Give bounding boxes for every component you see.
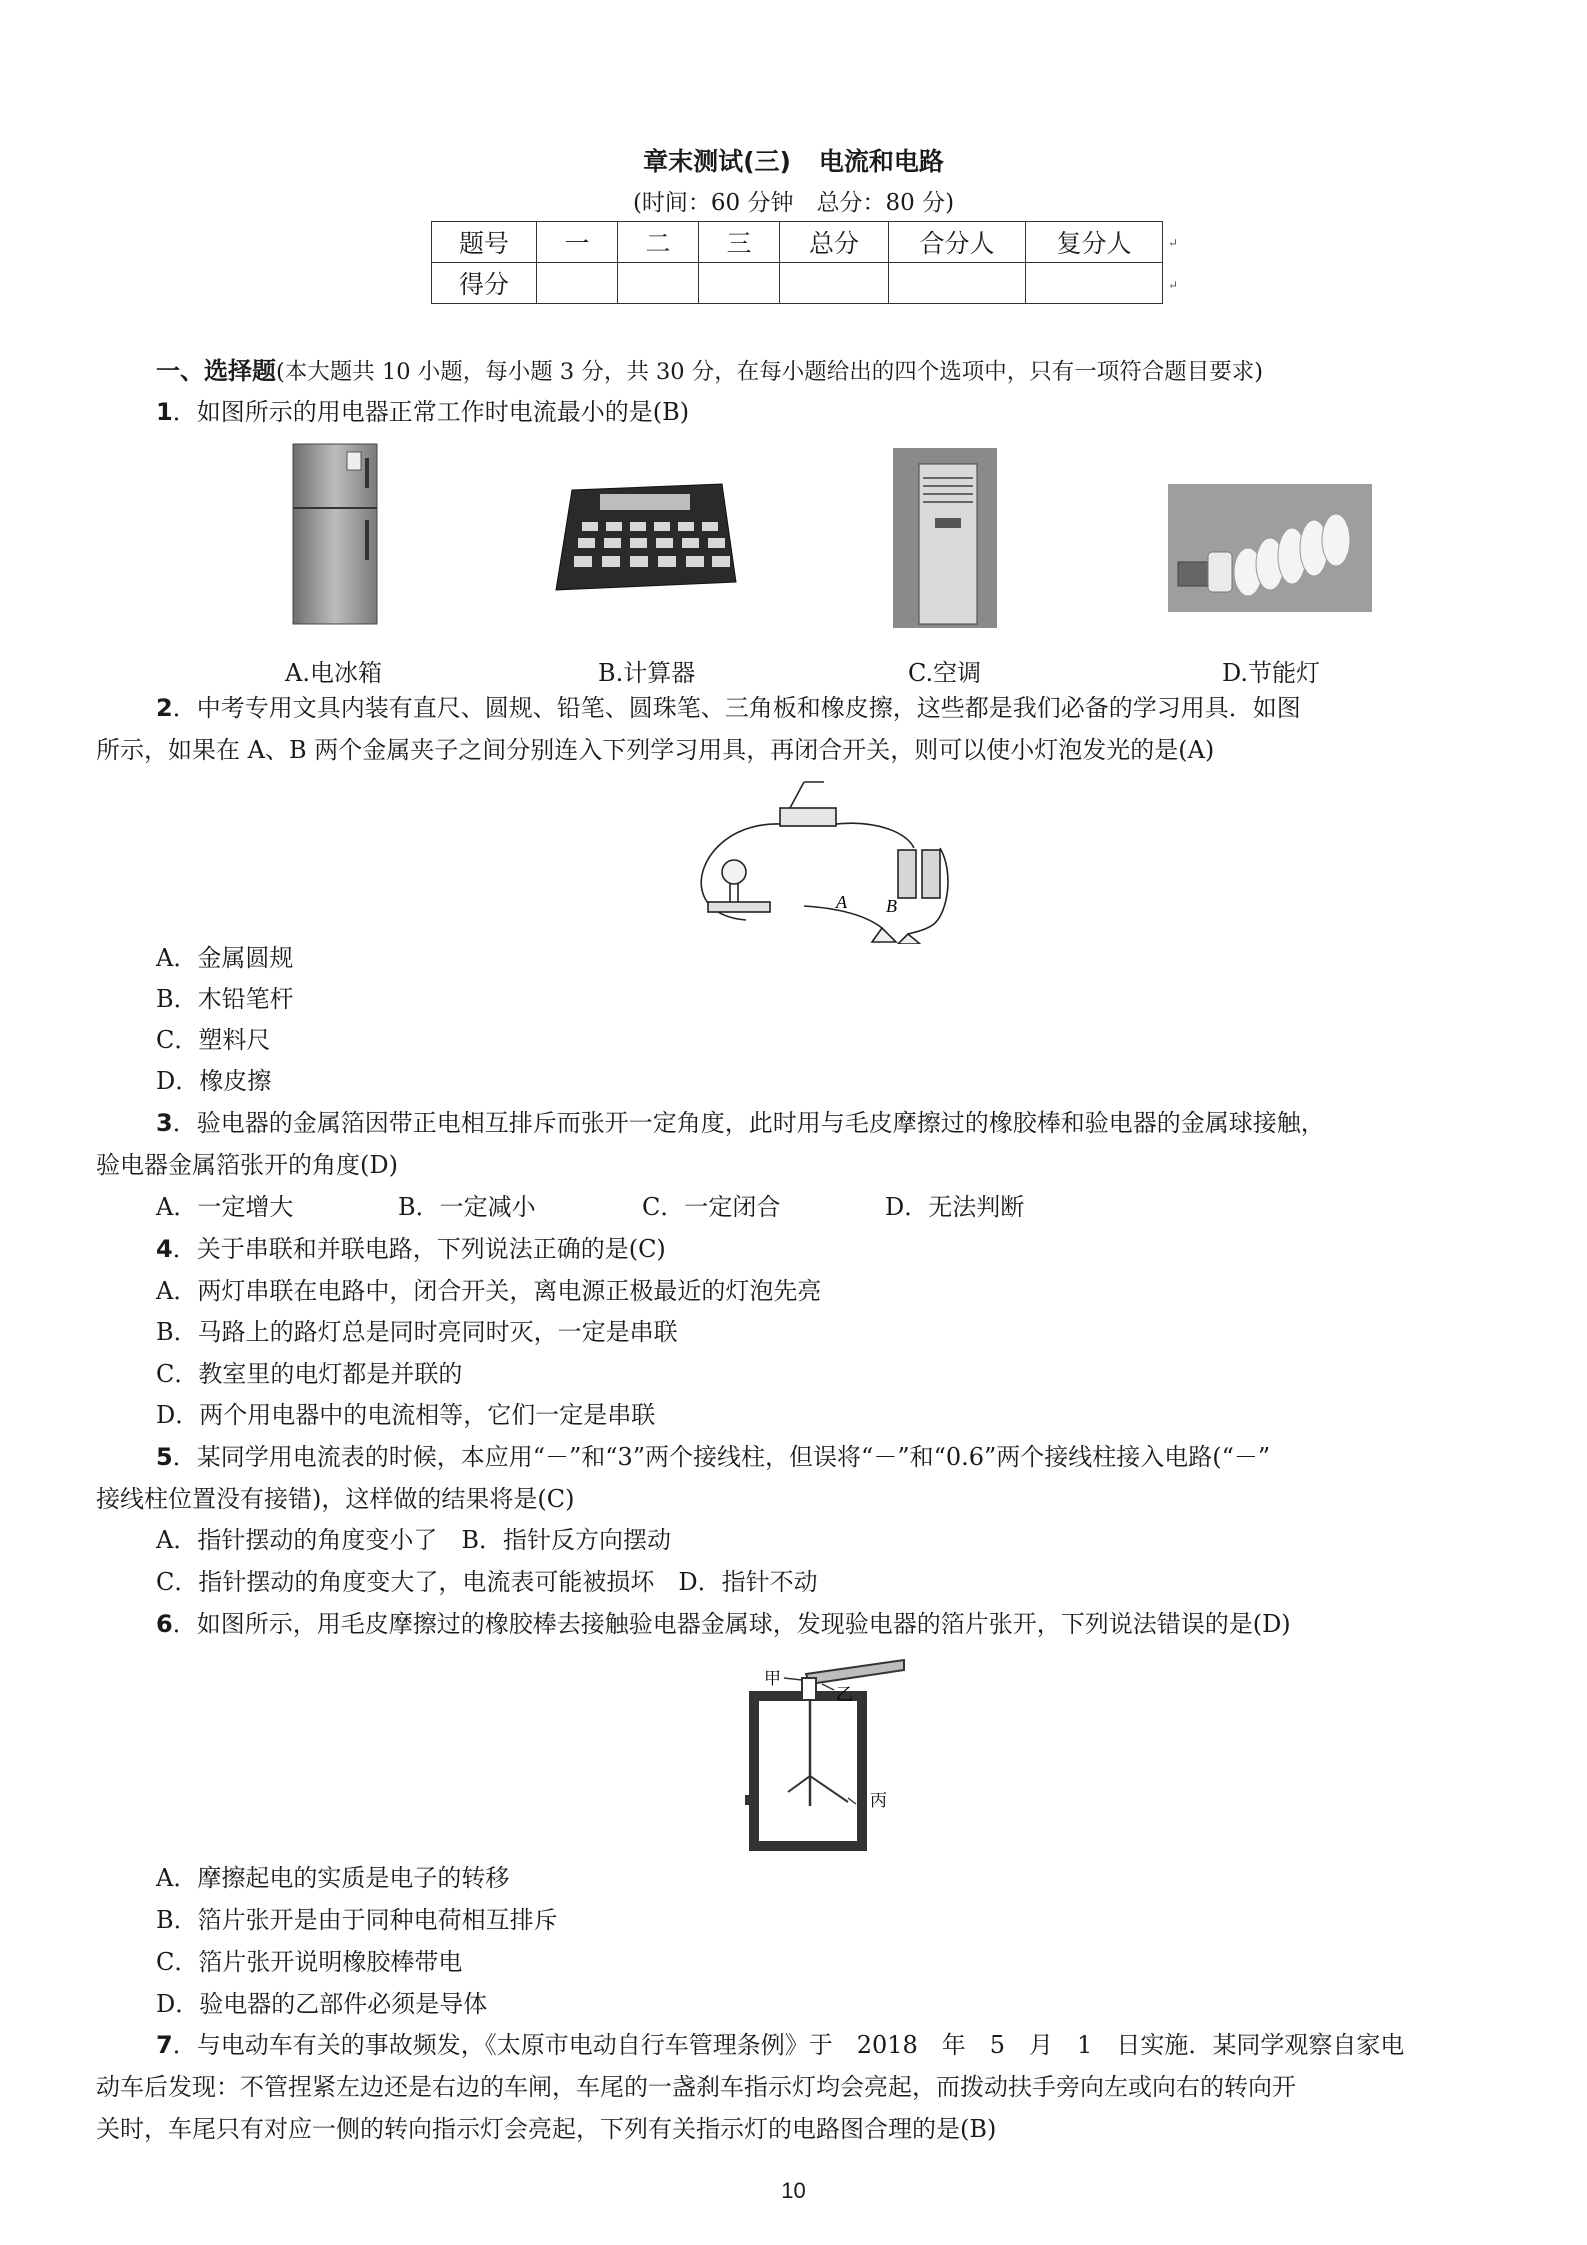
score-header-cell: 题号 [432, 222, 537, 263]
question-number: 1 [156, 398, 173, 426]
q4-option: D．两个用电器中的电流相等，它们一定是串联 [156, 1401, 656, 1429]
q3-option: B．一定减小 [398, 1193, 536, 1221]
q2-option: D．橡皮擦 [156, 1067, 272, 1095]
q2-option: B．木铅笔杆 [156, 985, 294, 1013]
title-text: 章末测试(三) [643, 147, 791, 176]
q5-options-row: A．指针摆动的角度变小了 B．指针反方向摆动 [156, 1526, 671, 1554]
question-text: ．如图所示，用毛皮摩擦过的橡胶棒去接触验电器金属球，发现验电器的箔片张开，下列说法错误的是(D) [172, 1610, 1291, 1638]
section1-instruction: (本大题共 10 小题，每小题 3 分，共 30 分，在每小题给出的四个选项中，只有一项符合题目要求) [276, 359, 1264, 385]
score-cell [537, 263, 618, 304]
clip-a-label: A [836, 892, 847, 912]
label-bing: 丙 [870, 1791, 887, 1811]
question-number: 6 [156, 1610, 173, 1638]
q7-stem-cont: 动车后发现：不管捏紧左边还是右边的车闸，车尾的一盏刹车指示灯均会亮起，而拨动扶手旁向左或向右的转向开 [96, 2073, 1296, 2101]
question-text: ．验电器的金属箔因带正电相互排斥而张开一定角度，此时用与毛皮摩擦过的橡胶棒和验电器的金属球接触， [172, 1109, 1325, 1137]
page-subtitle: (时间：60 分钟 总分：80 分) [632, 190, 955, 216]
question-number: 3 [156, 1109, 173, 1137]
score-header-cell: 三 [699, 222, 780, 263]
question-number: 4 [156, 1235, 173, 1263]
q2-option: A．金属圆规 [156, 944, 294, 972]
question-text: ．如图所示的用电器正常工作时电流最小的是(B) [172, 398, 690, 426]
page-title [0, 142, 1587, 178]
q6-option: A．摩擦起电的实质是电子的转移 [156, 1864, 510, 1892]
q2-option: C．塑料尺 [156, 1026, 271, 1054]
score-table-row [432, 263, 1163, 304]
q3-option: A．一定增大 [156, 1193, 294, 1221]
q3-option: C．一定闭合 [642, 1193, 781, 1221]
clip-b-label: B [886, 896, 897, 916]
air-conditioner-image [893, 448, 997, 628]
section1-heading [156, 354, 1263, 389]
circuit-diagram [686, 772, 962, 944]
q2-stem-cont: 所示，如果在 A、B 两个金属夹子之间分别连入下列学习用具，再闭合开关，则可以使小灯泡发光的是(A) [96, 736, 1215, 764]
question-number: 5 [156, 1443, 173, 1471]
calculator-image [552, 478, 738, 598]
q3-option: D．无法判断 [885, 1193, 1025, 1221]
question-text: ．某同学用电流表的时候，本应用“－”和“3”两个接线柱，但误将“－”和“0.6”两个接线柱接入电路(“－” [172, 1443, 1271, 1471]
question-number: 7 [156, 2031, 173, 2059]
q1-caption: B.计算器 [598, 659, 696, 687]
q3-stem-cont: 验电器金属箔张开的角度(D) [96, 1151, 398, 1179]
q7-stem [156, 2028, 1404, 2062]
q5-options-row: C．指针摆动的角度变大了，电流表可能被损坏 D．指针不动 [156, 1568, 818, 1596]
question-text: ．中考专用文具内装有直尺、圆规、铅笔、圆珠笔、三角板和橡皮擦，这些都是我们必备的学习用具．如图 [172, 694, 1301, 722]
label-yi: 乙 [836, 1685, 853, 1705]
score-row-label: 得分 [432, 263, 537, 304]
q7-stem-cont: 关时，车尾只有对应一侧的转向指示灯会亮起，下列有关指示灯的电路图合理的是(B) [96, 2115, 997, 2143]
q6-option: C．箔片张开说明橡胶棒带电 [156, 1948, 463, 1976]
q6-option: B．箔片张开是由于同种电荷相互排斥 [156, 1906, 558, 1934]
q2-stem [156, 691, 1301, 725]
q1-stem [156, 395, 689, 429]
page-number: 10 [781, 2178, 806, 2203]
question-text: ．关于串联和并联电路，下列说法正确的是(C) [172, 1235, 666, 1263]
score-cell [618, 263, 699, 304]
score-header-cell: 总分 [780, 222, 889, 263]
score-cell [699, 263, 780, 304]
q3-stem [156, 1106, 1325, 1140]
q5-stem-cont: 接线柱位置没有接错)，这样做的结果将是(C) [96, 1485, 575, 1513]
score-cell [780, 263, 889, 304]
score-header-cell: 复分人 [1026, 222, 1163, 263]
title-topic: 电流和电路 [818, 147, 944, 176]
q4-option: B．马路上的路灯总是同时亮同时灭，一定是串联 [156, 1318, 678, 1346]
refrigerator-image [285, 440, 385, 630]
score-cell [1026, 263, 1163, 304]
q1-caption: A.电冰箱 [285, 659, 382, 687]
score-header-cell: 一 [537, 222, 618, 263]
score-header-cell: 合分人 [889, 222, 1026, 263]
score-header-cell: 二 [618, 222, 699, 263]
energy-saving-lamp-image [1168, 484, 1372, 612]
q4-option: C．教室里的电灯都是并联的 [156, 1360, 463, 1388]
q5-stem [156, 1440, 1270, 1474]
q6-option: D．验电器的乙部件必须是导体 [156, 1990, 488, 2018]
electroscope-diagram [744, 1656, 914, 1852]
section1-title: 一、选择题 [156, 357, 276, 385]
q4-stem [156, 1232, 666, 1266]
label-jia: 甲 [764, 1669, 781, 1689]
q1-caption: C.空调 [908, 659, 982, 687]
question-number: 2 [156, 694, 173, 722]
score-cell [889, 263, 1026, 304]
return-mark: ↵ [1168, 278, 1179, 292]
return-mark: ↵ [1168, 236, 1179, 250]
q1-caption: D.节能灯 [1222, 659, 1321, 687]
score-table [431, 221, 1163, 304]
q6-stem [156, 1607, 1291, 1641]
question-text: ．与电动车有关的事故频发，《太原市电动自行车管理条例》于 2018 年 5 月 1 日实施．某同学观察自家电 [172, 2031, 1405, 2059]
score-table-header-row [432, 222, 1163, 263]
q4-option: A．两灯串联在电路中，闭合开关，离电源正极最近的灯泡先亮 [156, 1277, 822, 1305]
